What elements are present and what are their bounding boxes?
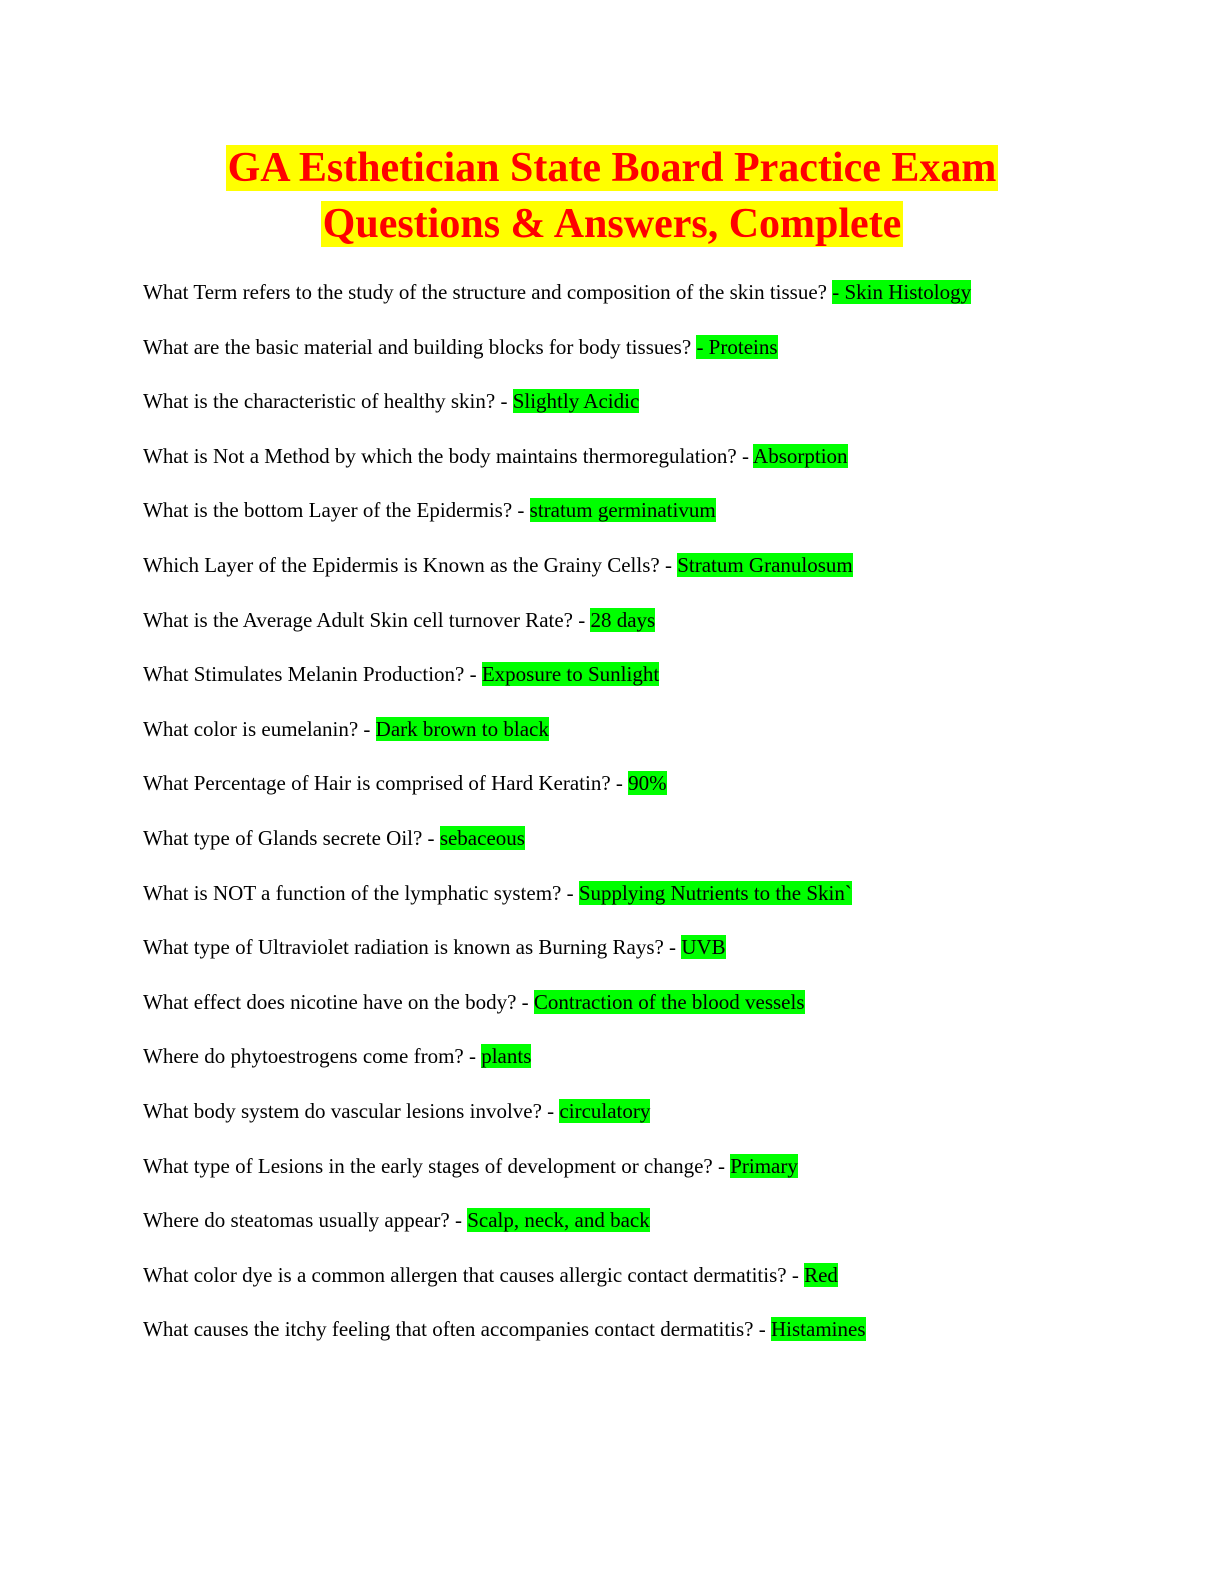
qa-item [143, 279, 1003, 306]
question-text: What is NOT a function of the lymphatic system? - [143, 880, 579, 905]
answer-text: Dark brown to black [375, 716, 549, 741]
answer-text: UVB [681, 935, 726, 960]
question-text: What Percentage of Hair is comprised of Hard Keratin? - [143, 771, 629, 796]
answer-text: Red [804, 1262, 838, 1287]
qa-item [143, 552, 1003, 579]
qa-item [143, 1043, 1003, 1070]
question-text: What is the bottom Layer of the Epidermis? - [143, 498, 530, 523]
answer-text: 90% [628, 771, 667, 796]
question-text: What are the basic material and building blocks for body tissues? [143, 334, 697, 359]
question-text: What causes the itchy feeling that often accompanies contact dermatitis? - [143, 1317, 771, 1342]
question-text: What effect does nicotine have on the body? - [143, 989, 534, 1014]
qa-item [143, 1262, 1003, 1289]
qa-item [143, 716, 1003, 743]
question-text: Where do steatomas usually appear? - [143, 1208, 468, 1233]
answer-text: Supplying Nutrients to the Skin` [578, 880, 852, 905]
qa-item [143, 825, 1003, 852]
qa-list [143, 279, 1003, 1371]
answer-text: stratum germinativum [529, 498, 716, 523]
question-text: Where do phytoestrogens come from? - [143, 1044, 482, 1069]
qa-item [143, 770, 1003, 797]
question-text: What body system do vascular lesions involve? - [143, 1098, 560, 1123]
question-text: What type of Glands secrete Oil? - [143, 825, 440, 850]
question-text: What color is eumelanin? - [143, 716, 376, 741]
answer-text: Exposure to Sunlight [481, 662, 660, 687]
qa-item [143, 934, 1003, 961]
qa-item [143, 443, 1003, 470]
qa-item [143, 1207, 1003, 1234]
answer-text: sebaceous [439, 825, 525, 850]
question-text: What is the characteristic of healthy skin? - [143, 389, 513, 414]
answer-text: circulatory [559, 1098, 651, 1123]
answer-text: 28 days [590, 607, 656, 632]
question-text: What Stimulates Melanin Production? - [143, 662, 482, 687]
question-text: What is the Average Adult Skin cell turnover Rate? - [143, 607, 591, 632]
answer-text: Slightly Acidic [512, 389, 640, 414]
answer-text: - Skin Histology [832, 280, 972, 304]
qa-item [143, 1316, 1003, 1343]
answer-text: Absorption [753, 443, 848, 468]
page-title [140, 140, 1084, 252]
qa-item [143, 989, 1003, 1016]
qa-item [143, 880, 1003, 907]
answer-text: Contraction of the blood vessels [533, 989, 805, 1014]
question-text: What is Not a Method by which the body maintains thermoregulation? - [143, 443, 754, 468]
question-text: What type of Ultraviolet radiation is known as Burning Rays? - [143, 935, 682, 960]
qa-item [143, 334, 1003, 361]
question-text: What type of Lesions in the early stages of development or change? - [143, 1153, 731, 1178]
title-line-1: GA Esthetician State Board Practice Exam [227, 145, 997, 191]
title-line-2: Questions & Answers, Complete [322, 201, 902, 247]
answer-text: Histamines [771, 1317, 866, 1342]
qa-item [143, 661, 1003, 688]
answer-text: Primary [730, 1153, 798, 1178]
qa-item [143, 1153, 1003, 1180]
qa-item [143, 388, 1003, 415]
qa-item [143, 1098, 1003, 1125]
question-text: What Term refers to the study of the structure and composition of the skin tissue? [143, 280, 833, 304]
question-text: What color dye is a common allergen that causes allergic contact dermatitis? - [143, 1262, 805, 1287]
question-text: Which Layer of the Epidermis is Known as the Grainy Cells? - [143, 552, 678, 577]
answer-text: Scalp, neck, and back [467, 1208, 650, 1233]
qa-item [143, 497, 1003, 524]
answer-text: - Proteins [696, 334, 778, 359]
answer-text: plants [481, 1044, 532, 1069]
answer-text: Stratum Granulosum [677, 552, 853, 577]
qa-item [143, 607, 1003, 634]
